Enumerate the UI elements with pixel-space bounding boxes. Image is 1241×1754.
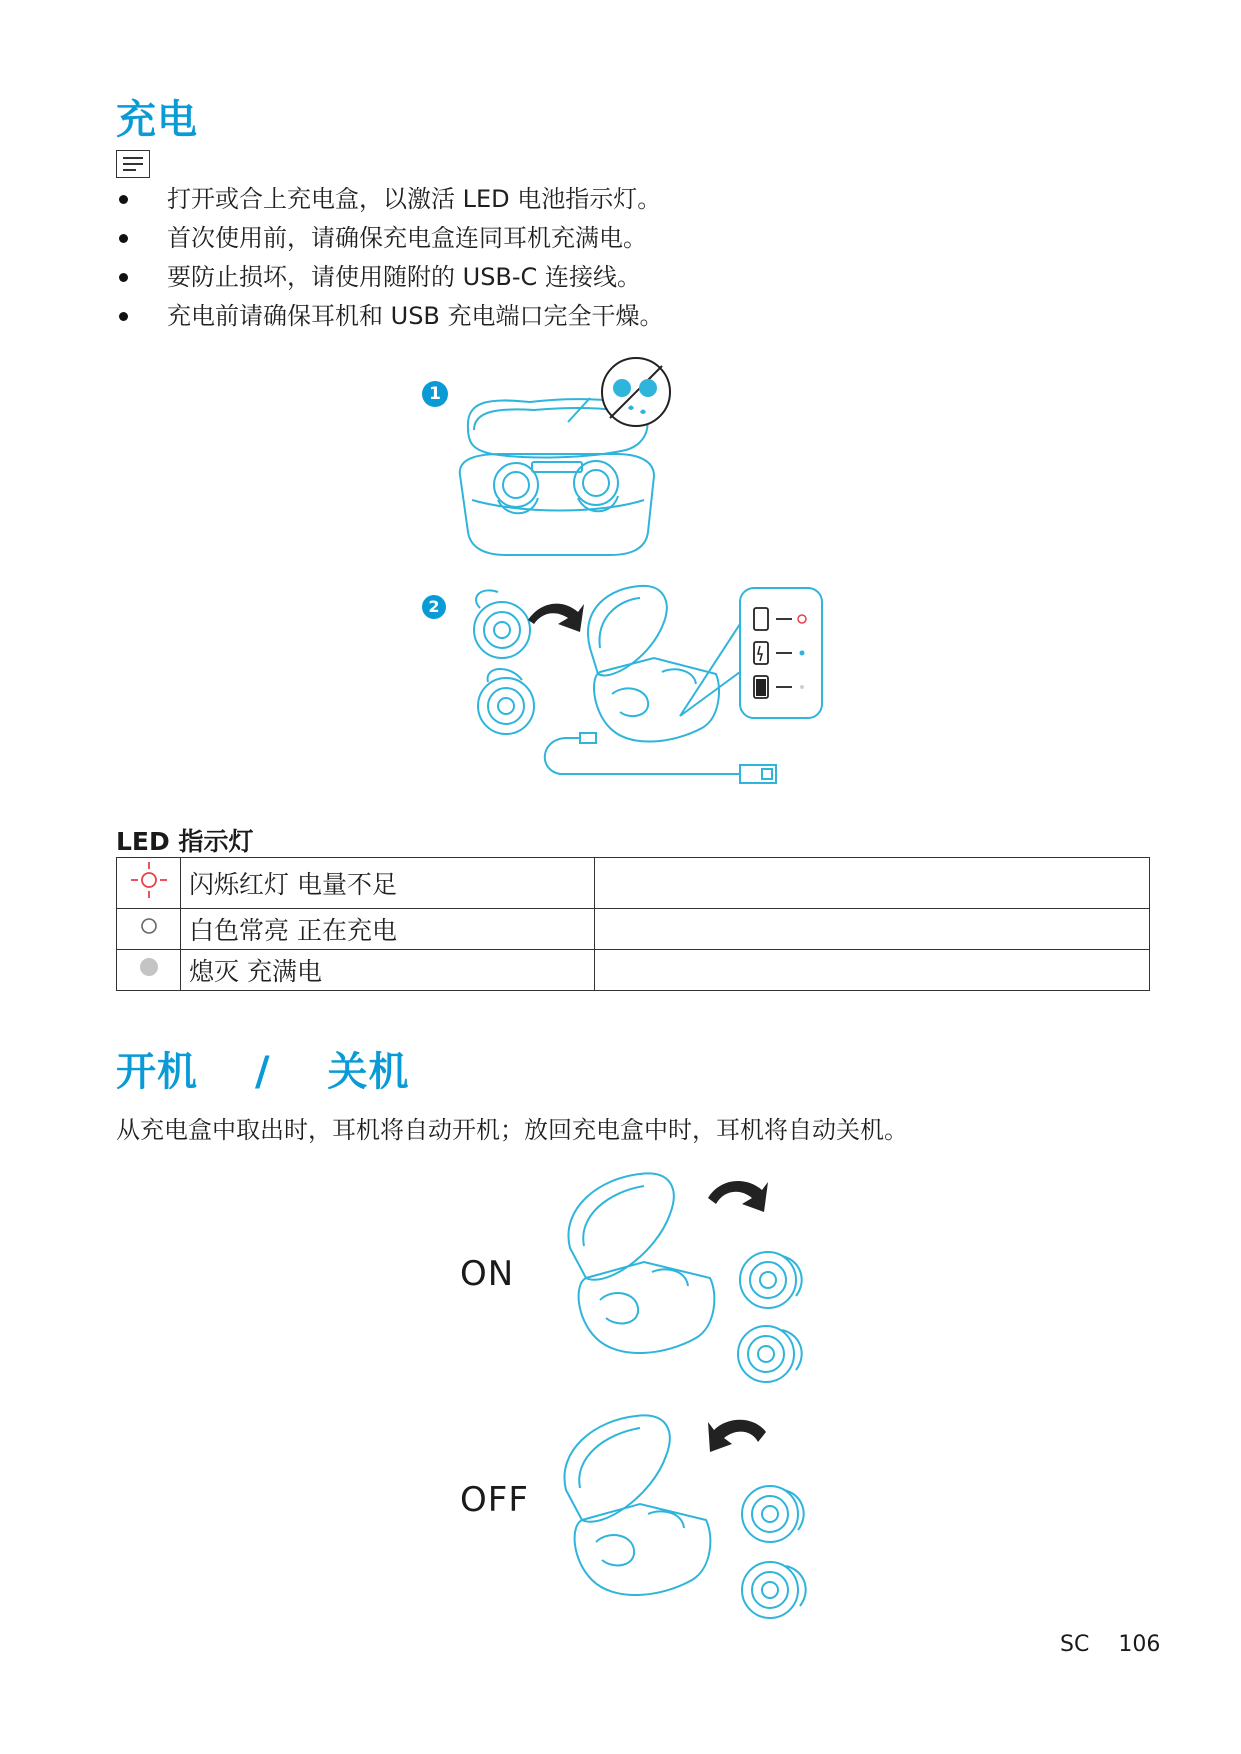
led-status-text: 熄灭 充满电: [181, 950, 595, 991]
power-title-on: 开机: [116, 1049, 198, 1095]
led-status-text: 白色常亮 正在充电: [181, 909, 595, 950]
on-label: ON: [460, 1254, 515, 1294]
led-empty-cell: [595, 950, 1150, 991]
blinking-red-light-icon: [127, 858, 171, 902]
step-2-badge: 2: [422, 595, 446, 619]
page-number: 106: [1118, 1632, 1161, 1657]
open-case-illustration: [410, 350, 710, 560]
charging-notes-list: [116, 180, 664, 336]
led-empty-cell: [595, 858, 1150, 909]
power-off-illustration: [556, 1410, 816, 1630]
table-row: [117, 858, 1150, 909]
led-table: [116, 857, 1150, 991]
power-description: 从充电盒中取出时，耳机将自动开机；放回充电盒中时，耳机将自动关机。: [116, 1116, 908, 1144]
white-light-icon: [137, 914, 161, 938]
power-title-off: 关机: [327, 1049, 410, 1095]
charging-title: 充电: [116, 97, 198, 143]
list-item: 打开或合上充电盒，以激活 LED 电池指示灯。: [116, 180, 664, 219]
light-off-icon: [137, 955, 161, 979]
step-1-badge: 1: [422, 381, 448, 407]
led-status-text: 闪烁红灯 电量不足: [181, 858, 595, 909]
off-label: OFF: [460, 1480, 529, 1520]
led-icon-cell: [117, 950, 181, 991]
page-footer: [1060, 1632, 1160, 1657]
led-icon-cell: [117, 909, 181, 950]
charging-case-illustration: [440, 578, 860, 798]
table-row: [117, 909, 1150, 950]
power-on-illustration: [560, 1168, 820, 1388]
list-item: 要防止损坏，请使用随附的 USB-C 连接线。: [116, 258, 664, 297]
led-empty-cell: [595, 909, 1150, 950]
power-title: [116, 1040, 409, 1097]
language-code: SC: [1060, 1632, 1090, 1657]
led-icon-cell: [117, 858, 181, 909]
note-icon: [116, 150, 150, 178]
power-title-separator: /: [254, 1049, 271, 1095]
list-item: 充电前请确保耳机和 USB 充电端口完全干燥。: [116, 297, 664, 336]
led-title: LED 指示灯: [116, 827, 254, 856]
table-row: [117, 950, 1150, 991]
list-item: 首次使用前，请确保充电盒连同耳机充满电。: [116, 219, 664, 258]
